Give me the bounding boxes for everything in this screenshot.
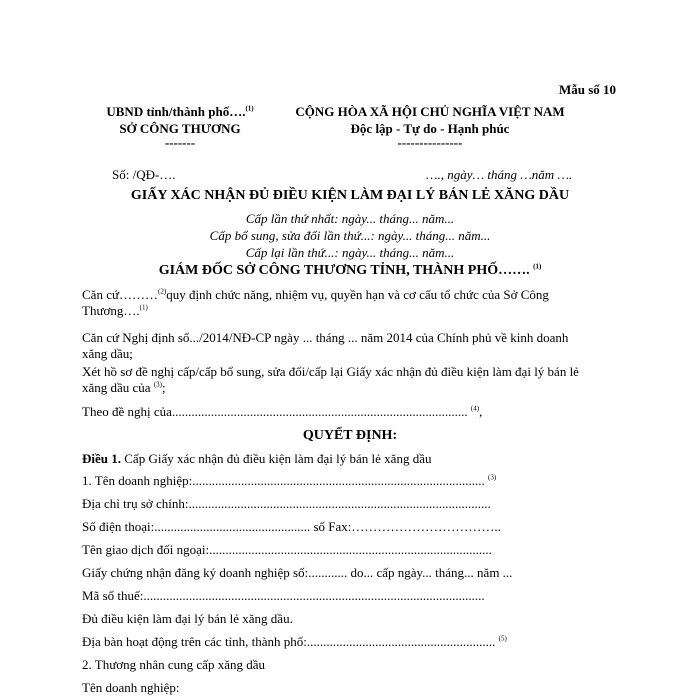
national-motto: Độc lập - Tự do - Hạnh phúc (350, 121, 510, 136)
basis-3 (82, 364, 579, 396)
basis-4-footnote: (4) (470, 404, 480, 413)
document-number: Số: /QĐ-…. (112, 167, 176, 182)
issue-line-reissue: Cấp lại lần thứ...: ngày... tháng... năm... (245, 245, 455, 260)
national-title: CỘNG HÒA XÃ HỘI CHỦ NGHĨA VIỆT NAM (295, 104, 565, 119)
field-area (82, 634, 507, 650)
field-address: Địa chỉ trụ sở chính:............................................................................................. (82, 496, 491, 511)
document-title: GIẤY XÁC NHẬN ĐỦ ĐIỀU KIỆN LÀM ĐẠI LÝ BÁN LẺ XĂNG DẦU (130, 188, 570, 203)
basis-1-footnote: (2) (158, 287, 167, 296)
form-number: Mẫu số 10 (558, 82, 616, 97)
basis-2-text: Căn cứ Nghị định số.../2014/NĐ-CP ngày ... tháng ... năm 2014 của Chính phủ về kinh doanh (82, 330, 569, 345)
basis-1-end: Thương…. (82, 303, 140, 318)
issue-line-supplement: Cấp bổ sung, sửa đổi lần thứ...: ngày... tháng... năm... (209, 228, 491, 243)
authority-divider: ------- (164, 135, 196, 150)
authority-line1: UBND tỉnh/thành phố…. (106, 104, 246, 119)
basis-1 (82, 287, 549, 319)
basis-4 (82, 404, 482, 420)
field-area-footnote: (5) (498, 634, 507, 643)
basis-1-footnote-2: (1) (139, 303, 148, 312)
article-1 (82, 451, 431, 467)
field-registration: Giấy chứng nhận đăng ký doanh nghiệp số:............ do... cấp ngày... tháng... năm ... (82, 565, 513, 580)
authority-line2: SỞ CÔNG THƯƠNG (119, 121, 241, 136)
field-supplier-heading: 2. Thương nhân cung cấp xăng dầu (82, 657, 265, 672)
issue-lines (0, 211, 700, 262)
authority-footnote: (1) (245, 104, 254, 113)
article-1-label: Điều 1. (82, 451, 121, 466)
national-divider: --------------- (397, 135, 463, 150)
field-company-name-footnote: (3) (488, 473, 497, 482)
field-supplier-name: Tên doanh nghiệp: (82, 680, 180, 695)
decision-heading: QUYẾT ĐỊNH: (302, 428, 398, 443)
director-heading (0, 263, 700, 279)
field-company-name-text: 1. Tên doanh nghiệp:.......................................................................................... (82, 473, 485, 488)
authority-header (100, 104, 260, 152)
basis-2 (82, 330, 568, 362)
field-phone-fax: Số điện thoại:................................................ số Fax:…………………………….. (82, 519, 501, 534)
field-area-text: Địa bàn hoạt động trên các tỉnh, thành phố:.......................................................... (82, 634, 496, 649)
basis-4-punct: , (479, 404, 483, 419)
field-eligible: Đủ điều kiện làm đại lý bán lẻ xăng dầu. (82, 611, 293, 626)
national-header (280, 104, 580, 152)
basis-4-text: Theo đề nghị của........................................................................................... (82, 404, 468, 419)
field-tax-code: Mã số thuế:......................................................................................................... (82, 588, 485, 603)
basis-1-text: quy định chức năng, nhiệm vụ, quyền hạn và cơ cấu tổ chức của Sở Công (166, 287, 549, 302)
document-date: …., ngày… tháng …năm …. (426, 167, 573, 182)
basis-3-footnote: (3) (153, 380, 163, 389)
basis-3-text: Xét hồ sơ đề nghị cấp/cấp bổ sung, sửa đổi/cấp lại Giấy xác nhận đủ điều kiện làm đại lý bán lẻ (82, 364, 579, 379)
issue-line-first: Cấp lần thứ nhất: ngày... tháng... năm... (245, 211, 455, 226)
director-footnote: (1) (533, 262, 542, 271)
article-1-text: Cấp Giấy xác nhận đủ điều kiện làm đại lý bán lẻ xăng dầu (124, 451, 432, 466)
field-foreign-name: Tên giao dịch đối ngoại:....................................................................................... (82, 542, 492, 557)
basis-3-punct: ; (162, 380, 166, 395)
director-text: GIÁM ĐỐC SỞ CÔNG THƯƠNG TỈNH, THÀNH PHỐ……. (158, 263, 530, 278)
field-company-name (82, 473, 496, 489)
basis-1-start: Căn cứ……… (82, 287, 159, 302)
basis-2-end: xăng dầu; (82, 346, 133, 361)
basis-3-end: xăng dầu của (82, 380, 151, 395)
